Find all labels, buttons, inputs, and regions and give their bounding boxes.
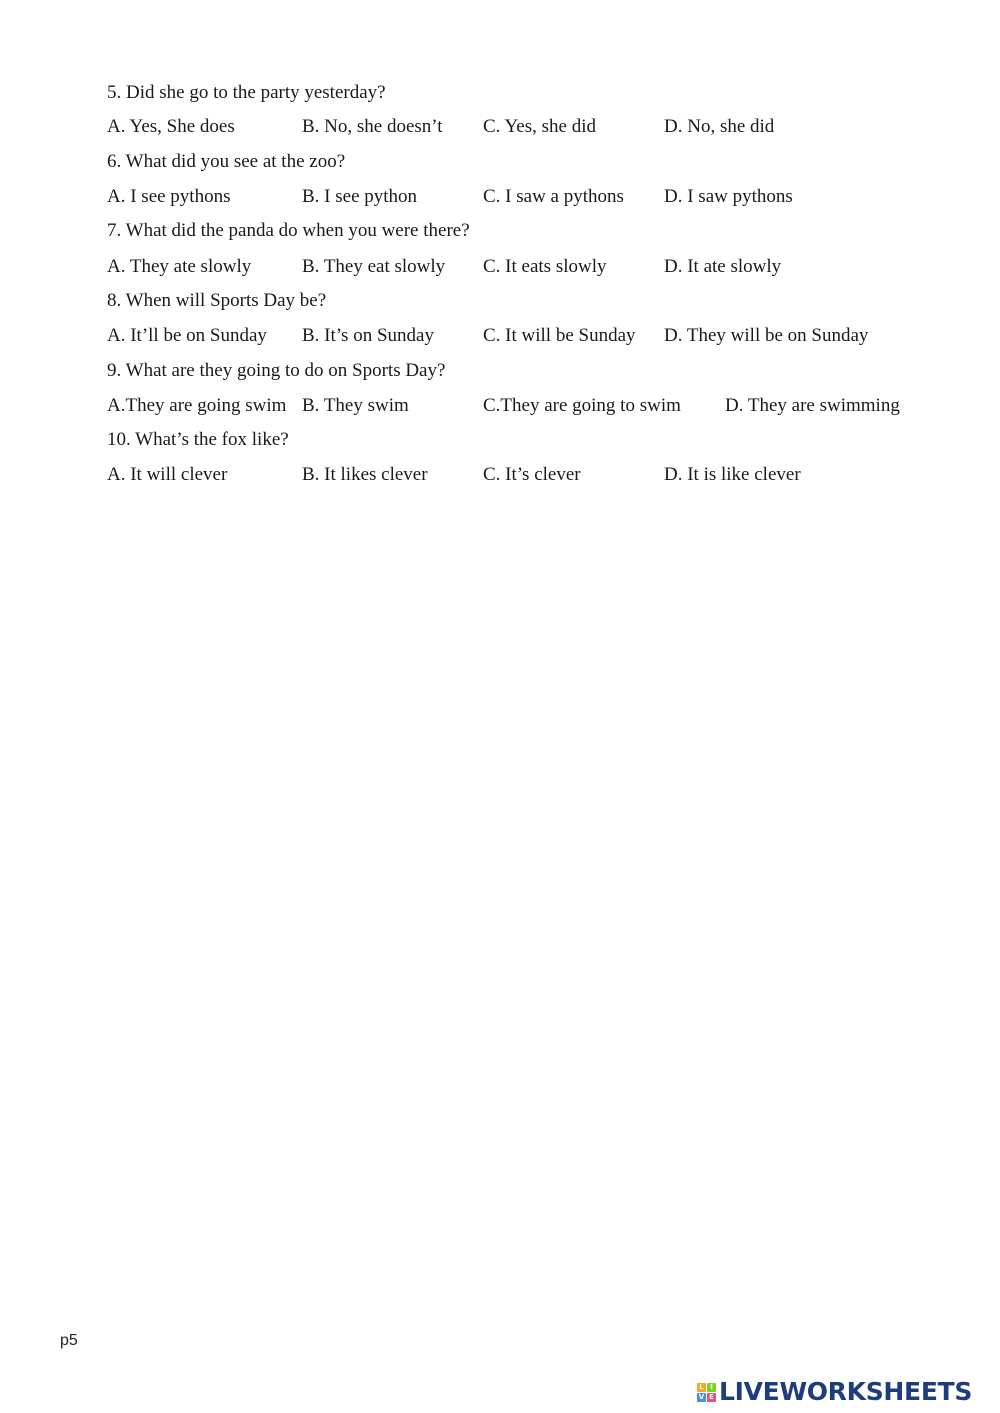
- question-5: 5. Did she go to the party yesterday?: [107, 82, 386, 103]
- question-6-option-c[interactable]: C. I saw a pythons: [483, 186, 624, 207]
- liveworksheets-logo-text: LIVEWORKSHEETS: [719, 1377, 973, 1406]
- question-8-option-a[interactable]: A. It’ll be on Sunday: [107, 325, 267, 346]
- question-7-option-b[interactable]: B. They eat slowly: [302, 256, 446, 277]
- question-9-option-c[interactable]: C.They are going to swim: [483, 395, 681, 416]
- question-9-option-b[interactable]: B. They swim: [302, 395, 409, 416]
- question-10: 10. What’s the fox like?: [107, 429, 289, 450]
- question-5-option-b[interactable]: B. No, she doesn’t: [302, 116, 443, 137]
- logo-icon-cell: L: [697, 1383, 706, 1392]
- liveworksheets-logo-icon: [697, 1383, 716, 1402]
- question-10-option-a[interactable]: A. It will clever: [107, 464, 228, 485]
- question-7-option-d[interactable]: D. It ate slowly: [664, 256, 782, 277]
- liveworksheets-logo[interactable]: [697, 1378, 972, 1406]
- question-6-option-d[interactable]: D. I saw pythons: [664, 186, 793, 207]
- question-7-option-c[interactable]: C. It eats slowly: [483, 256, 607, 277]
- question-5-option-a[interactable]: A. Yes, She does: [107, 116, 235, 137]
- question-5-option-d[interactable]: D. No, she did: [664, 116, 775, 137]
- question-7: 7. What did the panda do when you were there?: [107, 220, 470, 241]
- logo-icon-cell: V: [698, 1392, 705, 1401]
- question-8-option-d[interactable]: D. They will be on Sunday: [664, 325, 869, 346]
- logo-icon-cell: I: [707, 1383, 716, 1392]
- question-6-option-b[interactable]: B. I see python: [302, 186, 418, 207]
- question-10-option-c[interactable]: C. It’s clever: [483, 464, 581, 485]
- question-6: 6. What did you see at the zoo?: [107, 151, 346, 172]
- question-9: 9. What are they going to do on Sports Day?: [107, 360, 446, 381]
- question-6-option-a[interactable]: A. I see pythons: [107, 186, 231, 207]
- logo-icon-cell: E: [707, 1393, 716, 1402]
- page-number: p5: [60, 1332, 78, 1349]
- question-5-option-c[interactable]: C. Yes, she did: [483, 116, 596, 137]
- question-10-option-b[interactable]: B. It likes clever: [302, 464, 428, 485]
- question-9-option-a[interactable]: A.They are going swim: [107, 395, 287, 416]
- question-8-option-c[interactable]: C. It will be Sunday: [483, 325, 636, 346]
- question-8: 8. When will Sports Day be?: [107, 290, 327, 311]
- question-10-option-d[interactable]: D. It is like clever: [664, 464, 801, 485]
- question-8-option-b[interactable]: B. It’s on Sunday: [302, 325, 434, 346]
- question-7-option-a[interactable]: A. They ate slowly: [107, 256, 252, 277]
- question-9-option-d[interactable]: D. They are swimming: [725, 395, 900, 416]
